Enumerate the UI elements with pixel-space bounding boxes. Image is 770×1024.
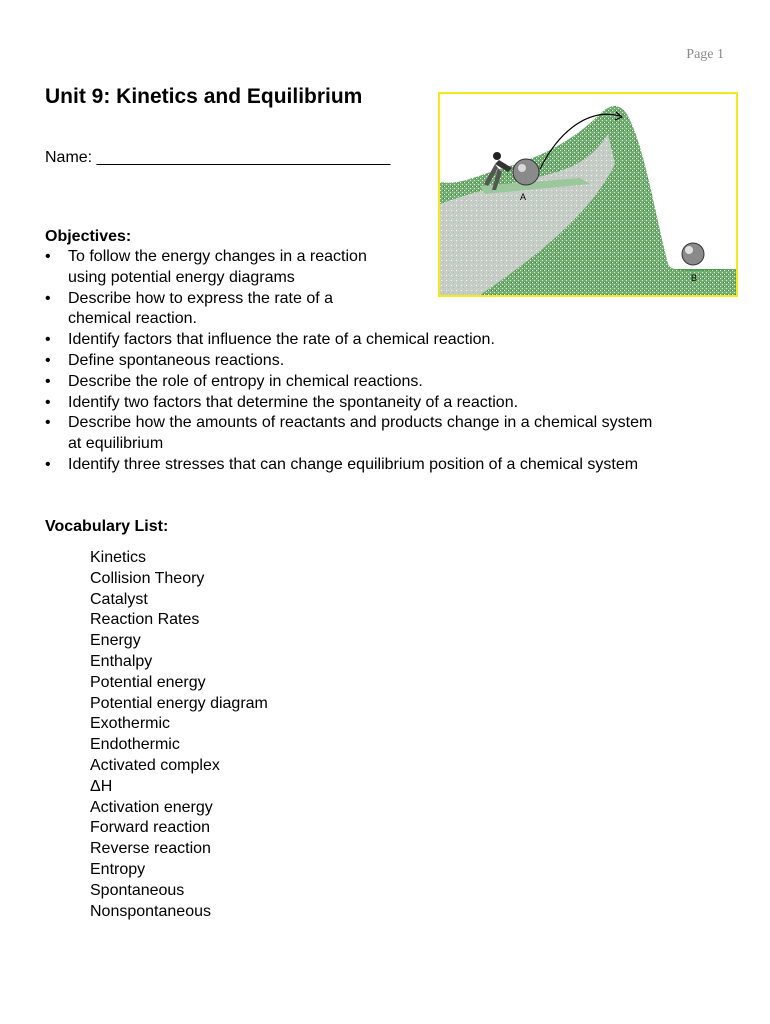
list-item: Spontaneous [90,881,185,899]
vocabulary-list [90,548,268,922]
objective-line: chemical reaction. [68,310,197,328]
list-item: Reverse reaction [90,840,211,858]
list-item: Energy [90,632,141,650]
objective-line: Identify three stresses that can change equilibrium position of a chemical system [68,455,639,473]
list-item: Activation energy [90,798,213,816]
list-item [45,247,438,289]
list-item: Exothermic [90,715,171,733]
list-item: Reaction Rates [90,611,200,629]
objectives-heading: Objectives: [45,228,132,245]
bullet-icon: • [45,351,51,369]
list-item [45,393,735,414]
bullet-icon: • [45,393,51,411]
list-item: Kinetics [90,549,147,566]
list-item: Endothermic [90,736,180,754]
list-item: Collision Theory [90,569,205,587]
bullet-icon: • [45,331,51,349]
list-item [45,351,735,372]
name-field: Name: _________________________________ [45,149,391,166]
page-number: Page 1 [686,47,724,62]
list-item [45,455,735,476]
objectives-list [45,247,735,476]
list-item [45,413,735,455]
bullet-icon: • [45,248,51,265]
list-item: Forward reaction [90,819,211,837]
list-item: Entropy [90,860,146,878]
objective-line: Identify two factors that determine the spontaneity of a reaction. [68,393,519,411]
objective-line: at equilibrium [68,435,164,453]
list-item: Activated complex [90,756,220,774]
list-item [45,372,735,393]
list-item: Enthalpy [90,652,153,670]
label-a: A [520,192,527,202]
list-item [45,330,735,351]
list-item: ΔH [90,777,113,795]
bullet-icon: • [45,372,51,390]
bullet-icon: • [45,455,51,473]
bullet-icon: • [45,414,51,432]
objective-line: Describe how the amounts of reactants and products change in a chemical system [68,414,653,432]
bullet-icon: • [45,289,51,307]
list-item: Nonspontaneous [90,902,211,920]
page-title: Unit 9: Kinetics and Equilibrium [45,85,363,108]
list-item: Potential energy [90,673,206,691]
objective-line: To follow the energy changes in a reaction [68,248,367,265]
objective-line: Define spontaneous reactions. [68,351,285,369]
list-item [45,289,438,331]
objective-line: Identify factors that influence the rate of a chemical reaction. [68,331,495,349]
list-item: Catalyst [90,590,148,608]
label-b: B [691,273,698,283]
objective-line: Describe the role of entropy in chemical reactions. [68,372,423,390]
objective-line: using potential energy diagrams [68,268,295,286]
vocabulary-heading: Vocabulary List: [45,518,169,535]
objective-line: Describe how to express the rate of a [68,289,334,307]
list-item: Potential energy diagram [90,694,268,712]
